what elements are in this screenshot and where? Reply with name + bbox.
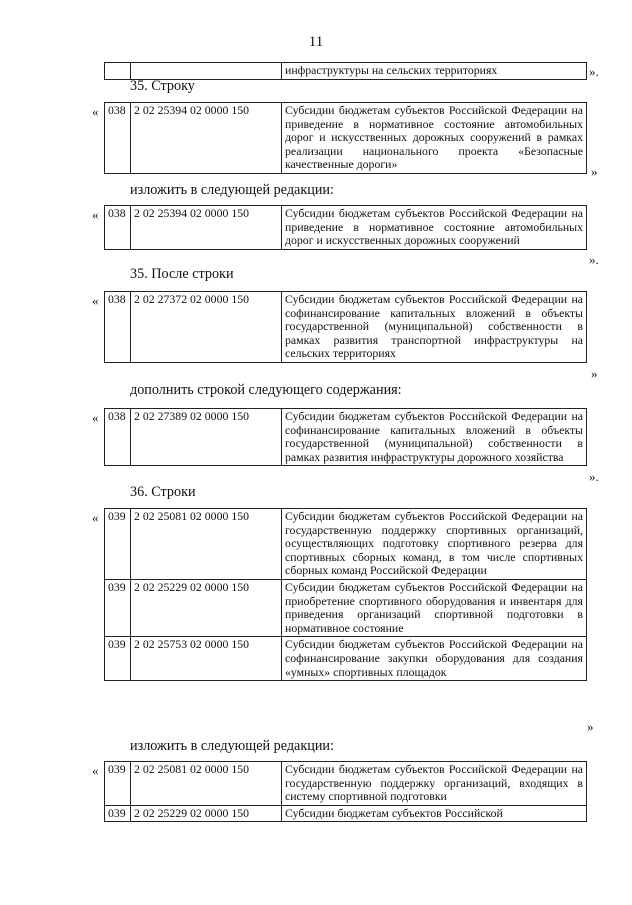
- table-row: [105, 637, 587, 681]
- code-cell: 039: [105, 579, 131, 636]
- description-cell: Субсидии бюджетам субъектов Российской: [282, 805, 587, 822]
- description-cell: Субсидии бюджетам субъектов Российской Федерации на софинансирование капитальных вложений в объекты государственной (муниципальной) собственности в рамках развития транспортной инфраструктуры на сельских территориях: [282, 292, 587, 363]
- table-old-row: [104, 102, 587, 174]
- code-cell: 038: [105, 103, 131, 174]
- heading-35-row: 35. Строку: [130, 78, 195, 94]
- code-cell: 038: [105, 409, 131, 466]
- description-cell: Субсидии бюджетам субъектов Российской Федерации на приобретение спортивного оборудования и инвентаря для приведения организаций спортивной подготовки в нормативное состояние: [282, 579, 587, 636]
- kbk-cell: 2 02 25753 02 0000 150: [131, 637, 282, 681]
- code-cell: [105, 63, 131, 80]
- code-cell: 039: [105, 805, 131, 822]
- table-continuation: [104, 62, 587, 80]
- description-cell: Субсидии бюджетам субъектов Российской Федерации на софинансирование капитальных вложений в объекты государственной (муниципальной) собственности в рамках развития инфраструктуры дорожного хозяйства: [282, 409, 587, 466]
- close-quote: ».: [589, 252, 599, 267]
- heading-add-row: дополнить строкой следующего содержания:: [130, 382, 402, 398]
- close-quote: »: [587, 719, 594, 734]
- table-row: [105, 206, 587, 250]
- kbk-cell: 2 02 25081 02 0000 150: [131, 509, 282, 580]
- description-cell: Субсидии бюджетам субъектов Российской Федерации на государственную поддержку спортивных организаций, осуществляющих подготовку спортивного резерва для спортивных сборных команд, в том числе спортивных сборных команд Российской Федерации: [282, 509, 587, 580]
- description-cell: Субсидии бюджетам субъектов Российской Федерации на софинансирование закупки оборудования для создания «умных» спортивных площадок: [282, 637, 587, 681]
- kbk-cell: 2 02 27389 02 0000 150: [131, 409, 282, 466]
- code-cell: 039: [105, 637, 131, 681]
- table-row: [105, 103, 587, 174]
- table-new-row: [104, 205, 587, 250]
- heading-replace: изложить в следующей редакции:: [130, 182, 334, 198]
- table-added-row: [104, 408, 587, 466]
- kbk-cell: 2 02 25394 02 0000 150: [131, 103, 282, 174]
- open-quote: «: [92, 104, 99, 119]
- close-quote: ».: [589, 64, 599, 79]
- table-row: [105, 805, 587, 822]
- close-quote: »: [591, 164, 598, 179]
- kbk-cell: 2 02 25081 02 0000 150: [131, 762, 282, 806]
- open-quote: «: [92, 510, 99, 525]
- heading-35-after: 35. После строки: [130, 266, 234, 282]
- kbk-cell: 2 02 25394 02 0000 150: [131, 206, 282, 250]
- open-quote: «: [92, 410, 99, 425]
- kbk-cell: 2 02 25229 02 0000 150: [131, 805, 282, 822]
- code-cell: 038: [105, 206, 131, 250]
- table-row: [105, 409, 587, 466]
- open-quote: «: [92, 293, 99, 308]
- table-row: [105, 63, 587, 80]
- code-cell: 039: [105, 762, 131, 806]
- description-cell: инфраструктуры на сельских территориях: [282, 63, 587, 80]
- code-cell: 039: [105, 509, 131, 580]
- table-row: [105, 762, 587, 806]
- code-cell: 038: [105, 292, 131, 363]
- heading-replace-2: изложить в следующей редакции:: [130, 738, 334, 754]
- close-quote: »: [591, 366, 598, 381]
- table-row: [105, 509, 587, 580]
- open-quote: «: [92, 763, 99, 778]
- open-quote: «: [92, 207, 99, 222]
- description-cell: Субсидии бюджетам субъектов Российской Федерации на государственную поддержку организаций, входящих в систему спортивной подготовки: [282, 762, 587, 806]
- table-row: [105, 579, 587, 636]
- kbk-cell: 2 02 27372 02 0000 150: [131, 292, 282, 363]
- table-after-row: [104, 291, 587, 363]
- kbk-cell: 2 02 25229 02 0000 150: [131, 579, 282, 636]
- table-row: [105, 292, 587, 363]
- close-quote: ».: [589, 469, 599, 484]
- page-number: 11: [308, 34, 324, 50]
- kbk-cell: [131, 63, 282, 80]
- heading-36-rows: 36. Строки: [130, 484, 196, 500]
- table-old-rows: [104, 508, 587, 681]
- description-cell: Субсидии бюджетам субъектов Российской Федерации на приведение в нормативное состояние автомобильных дорог и искусственных дорожных сооружений: [282, 206, 587, 250]
- description-cell: Субсидии бюджетам субъектов Российской Федерации на приведение в нормативное состояние автомобильных дорог и искусственных дорожных сооружений в рамках реализации национального проекта «Безопасные качественные дороги»: [282, 103, 587, 174]
- table-new-rows: [104, 761, 587, 822]
